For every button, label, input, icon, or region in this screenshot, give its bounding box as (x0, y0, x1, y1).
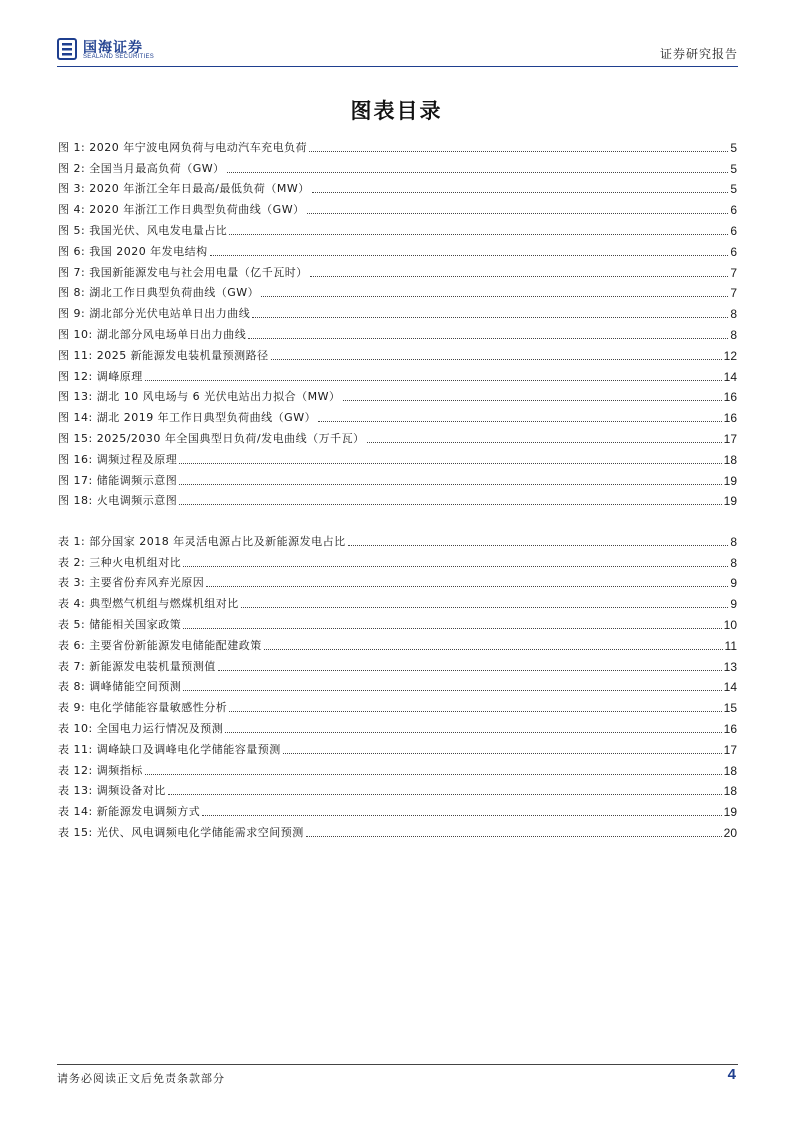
table-entry-label: 表 5: 储能相关国家政策 (58, 617, 182, 631)
dot-leader (241, 607, 729, 608)
dot-leader (309, 151, 728, 152)
dot-leader (183, 690, 721, 691)
table-entry-page: 8 (730, 555, 737, 570)
dot-leader (225, 732, 721, 733)
table-entry-page: 11 (724, 638, 737, 653)
dot-leader (283, 753, 722, 754)
figure-entry[interactable] (58, 155, 737, 176)
disclaimer-note: 请务必阅读正文后免责条款部分 (57, 1072, 225, 1085)
figure-entry-page: 8 (730, 307, 737, 322)
figure-entry-page: 14 (723, 369, 737, 384)
dot-leader (343, 400, 722, 401)
figure-entry-page: 16 (723, 411, 737, 426)
figure-entry-label: 图 3: 2020 年浙江全年日最高/最低负荷（MW） (58, 182, 310, 196)
table-entry-label: 表 3: 主要省份弃风弃光原因 (58, 576, 205, 590)
figure-entry-label: 图 4: 2020 年浙江工作日典型负荷曲线（GW） (58, 203, 305, 217)
figure-entry[interactable] (58, 217, 737, 238)
figure-entry-page: 17 (723, 431, 737, 446)
logo-chinese-name: 国海证券 (83, 40, 143, 56)
figure-entry-label: 图 17: 储能调频示意图 (58, 473, 178, 487)
page-number: 4 (727, 1066, 736, 1083)
dot-leader (145, 774, 722, 775)
dot-leader (179, 504, 721, 505)
page-title: 图表目录 (350, 99, 443, 123)
dot-leader (179, 463, 721, 464)
figure-entry-page: 18 (723, 452, 737, 467)
figure-entry-label: 图 16: 调频过程及原理 (58, 452, 178, 466)
table-entry-label: 表 7: 新能源发电装机量预测值 (58, 659, 216, 673)
table-entry-page: 18 (723, 763, 737, 778)
dot-leader (312, 192, 729, 193)
dot-leader (183, 566, 728, 567)
table-entry[interactable] (58, 819, 737, 840)
table-entry[interactable] (58, 590, 737, 611)
table-entry[interactable] (58, 757, 737, 778)
table-entry[interactable] (58, 611, 737, 632)
table-entry[interactable] (58, 653, 737, 674)
table-entry-label: 表 10: 全国电力运行情况及预测 (58, 721, 224, 735)
figure-entry[interactable] (58, 488, 737, 509)
figure-entry-page: 7 (730, 286, 737, 301)
figure-entry[interactable] (58, 300, 737, 321)
figure-entry-page: 5 (730, 161, 737, 176)
table-entry-page: 9 (730, 597, 737, 612)
figure-entry-page: 8 (730, 327, 737, 342)
dot-leader (227, 172, 729, 173)
dot-leader (310, 276, 729, 277)
table-entry-label: 表 8: 调峰储能空间预测 (58, 680, 182, 694)
dot-leader (306, 836, 722, 837)
dot-leader (261, 296, 728, 297)
dot-leader (348, 545, 729, 546)
figure-entry-label: 图 5: 我国光伏、风电发电量占比 (58, 223, 228, 237)
dot-leader (307, 213, 729, 214)
figure-list (58, 134, 737, 508)
dot-leader (206, 586, 728, 587)
table-entry[interactable] (58, 778, 737, 799)
table-entry[interactable] (58, 632, 737, 653)
dot-leader (271, 359, 722, 360)
logo-english-name: SEALAND SECURITIES (83, 54, 155, 60)
table-entry-label: 表 1: 部分国家 2018 年灵活电源占比及新能源发电占比 (58, 534, 346, 548)
table-entry-label: 表 6: 主要省份新能源发电储能配建政策 (58, 638, 262, 652)
figure-entry[interactable] (58, 238, 737, 259)
table-entry[interactable] (58, 528, 737, 549)
figure-entry[interactable] (58, 425, 737, 446)
table-entry-page: 18 (723, 784, 737, 799)
table-entry-page: 14 (723, 680, 737, 695)
figure-entry-label: 图 11: 2025 新能源发电装机量预测路径 (58, 348, 269, 362)
figure-entry[interactable] (58, 176, 737, 197)
table-entry-page: 8 (730, 534, 737, 549)
header-divider (57, 66, 738, 67)
table-entry[interactable] (58, 694, 737, 715)
table-entry-label: 表 4: 典型燃气机组与燃煤机组对比 (58, 597, 239, 611)
figure-entry-page: 6 (730, 244, 737, 259)
dot-leader (183, 628, 721, 629)
figure-entry-page: 12 (723, 348, 737, 363)
table-entry[interactable] (58, 549, 737, 570)
figure-entry-label: 图 9: 湖北部分光伏电站单日出力曲线 (58, 307, 251, 321)
dot-leader (179, 484, 721, 485)
dot-leader (202, 815, 721, 816)
table-entry-label: 表 11: 调峰缺口及调峰电化学储能容量预测 (58, 742, 281, 756)
dot-leader (318, 421, 722, 422)
dot-leader (264, 649, 723, 650)
table-entry-page: 17 (723, 742, 737, 757)
figure-entry[interactable] (58, 280, 737, 301)
figure-entry[interactable] (58, 321, 737, 342)
table-entry-page: 19 (723, 805, 737, 820)
figure-entry[interactable] (58, 259, 737, 280)
figure-entry-label: 图 12: 调峰原理 (58, 369, 143, 383)
figure-entry-page: 5 (730, 140, 737, 155)
figure-entry-label: 图 13: 湖北 10 风电场与 6 光伏电站出力拟合（MW） (58, 390, 341, 404)
figure-entry-label: 图 10: 湖北部分风电场单日出力曲线 (58, 327, 247, 341)
figure-entry-label: 图 2: 全国当月最高负荷（GW） (58, 161, 225, 175)
figure-entry[interactable] (58, 196, 737, 217)
table-entry-label: 表 14: 新能源发电调频方式 (58, 805, 201, 819)
figure-entry[interactable] (58, 446, 737, 467)
company-logo (57, 34, 167, 64)
figure-entry[interactable] (58, 467, 737, 488)
table-entry-page: 9 (730, 576, 737, 591)
table-entry[interactable] (58, 570, 737, 591)
table-entry-label: 表 12: 调频指标 (58, 763, 143, 777)
figure-entry-page: 6 (730, 223, 737, 238)
table-entry[interactable] (58, 798, 737, 819)
figure-entry-label: 图 18: 火电调频示意图 (58, 494, 178, 508)
figure-entry[interactable] (58, 342, 737, 363)
figure-entry[interactable] (58, 134, 737, 155)
footer-divider (57, 1064, 738, 1065)
figure-entry[interactable] (58, 384, 737, 405)
figure-entry-page: 7 (730, 265, 737, 280)
figure-entry-label: 图 8: 湖北工作日典型负荷曲线（GW） (58, 286, 260, 300)
figure-entry-label: 图 7: 我国新能源发电与社会用电量（亿千瓦时） (58, 265, 308, 279)
table-entry[interactable] (58, 674, 737, 695)
table-entry-page: 15 (723, 701, 737, 716)
table-entry[interactable] (58, 736, 737, 757)
table-list (58, 528, 737, 840)
figure-entry[interactable] (58, 363, 737, 384)
report-type: 证券研究报告 (659, 47, 738, 61)
dot-leader (367, 442, 722, 443)
dot-leader (210, 255, 729, 256)
table-entry-page: 13 (723, 659, 737, 674)
page-header (57, 34, 738, 66)
table-entry-label: 表 15: 光伏、风电调频电化学储能需求空间预测 (58, 825, 304, 839)
figure-entry-page: 16 (723, 390, 737, 405)
dot-leader (229, 234, 728, 235)
dot-leader (229, 711, 721, 712)
figure-entry-label: 图 14: 湖北 2019 年工作日典型负荷曲线（GW） (58, 411, 317, 425)
figure-entry-label: 图 15: 2025/2030 年全国典型日负荷/发电曲线（万千瓦） (58, 431, 365, 445)
dot-leader (252, 317, 728, 318)
dot-leader (168, 794, 722, 795)
table-entry-label: 表 2: 三种火电机组对比 (58, 555, 182, 569)
table-entry-page: 16 (723, 721, 737, 736)
table-entry[interactable] (58, 715, 737, 736)
figure-entry-page: 19 (723, 473, 737, 488)
figure-entry-page: 5 (730, 182, 737, 197)
dot-leader (218, 670, 722, 671)
table-entry-label: 表 13: 调频设备对比 (58, 784, 166, 798)
dot-leader (248, 338, 728, 339)
table-entry-page: 10 (723, 617, 737, 632)
sealand-logo-icon (57, 38, 77, 60)
figure-entry-page: 19 (723, 494, 737, 509)
figure-entry-label: 图 1: 2020 年宁波电网负荷与电动汽车充电负荷 (58, 140, 308, 154)
table-entry-label: 表 9: 电化学储能容量敏感性分析 (58, 701, 228, 715)
table-entry-page: 20 (723, 825, 737, 840)
figure-entry[interactable] (58, 404, 737, 425)
figure-entry-page: 6 (730, 203, 737, 218)
dot-leader (145, 380, 722, 381)
figure-entry-label: 图 6: 我国 2020 年发电结构 (58, 244, 208, 258)
